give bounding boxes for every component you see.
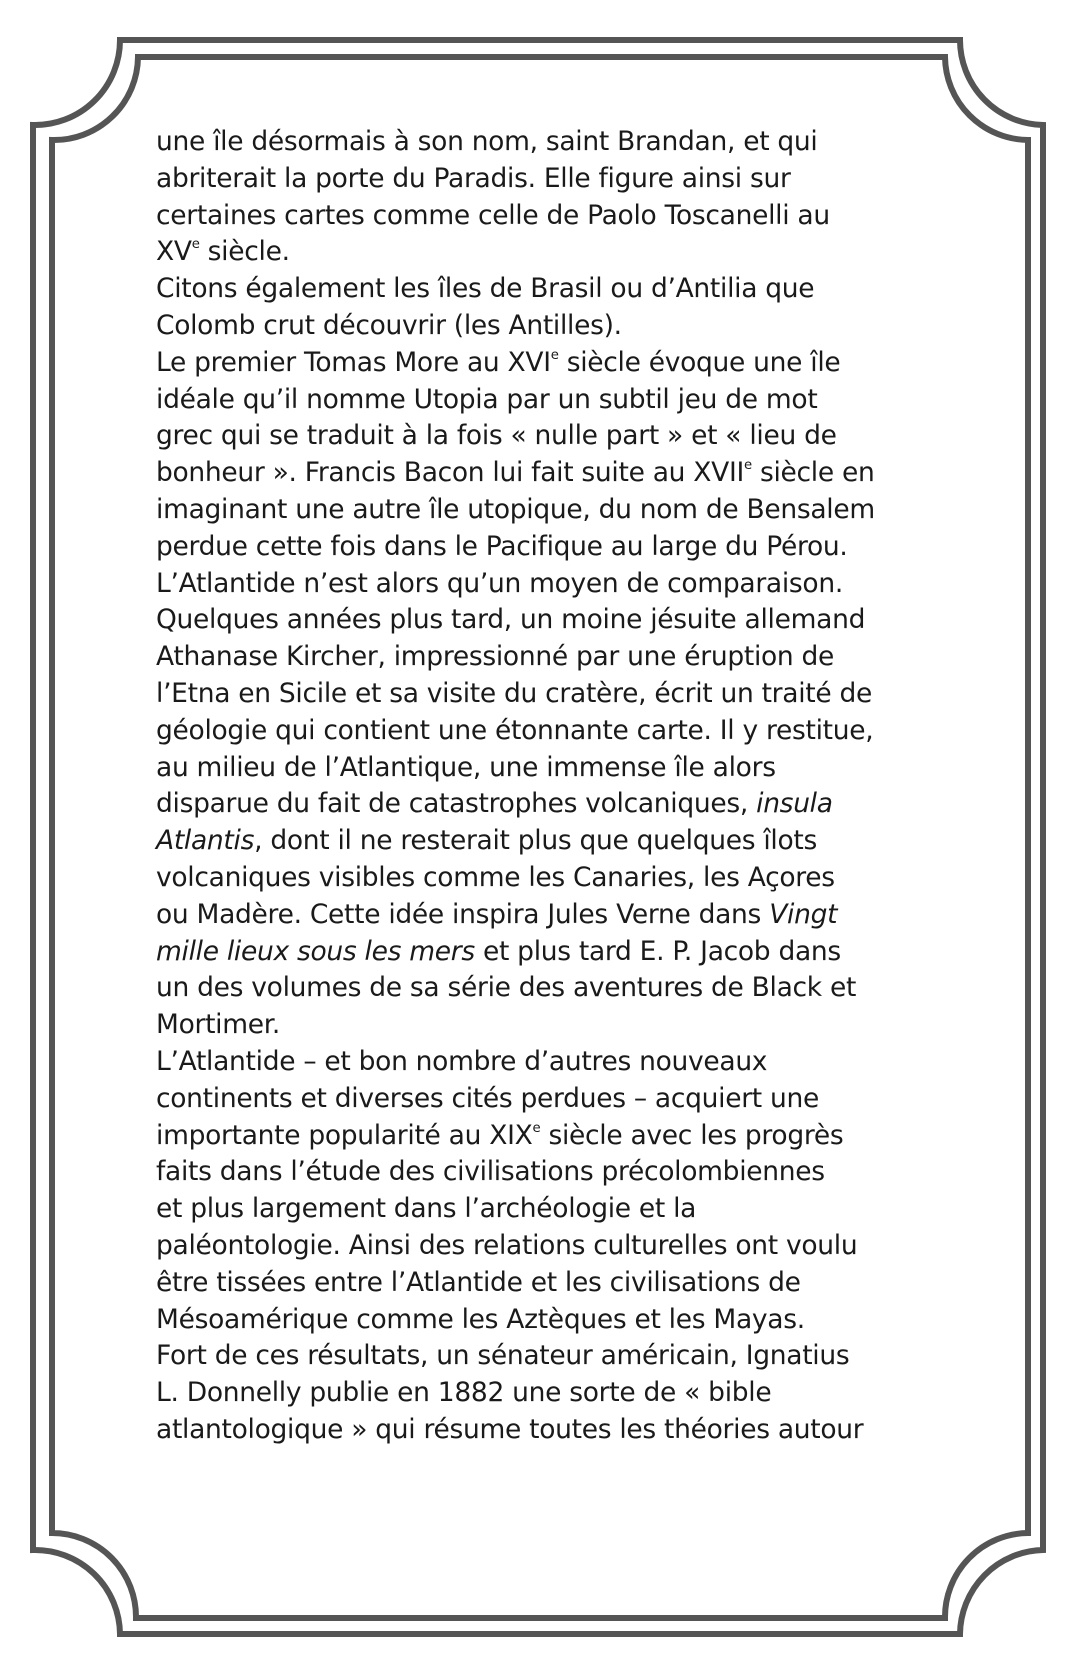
text-line: [156, 1265, 936, 1302]
text-line: [156, 1412, 936, 1449]
text-segment: continents et diverses cités perdues – acquiert une: [156, 1082, 819, 1114]
text-line: [156, 1228, 936, 1265]
text-segment: Citons également les îles de Brasil ou d’Antilia que: [156, 273, 815, 305]
text-segment: bonheur ». Francis Bacon lui fait suite au XVII: [156, 457, 744, 489]
text-line: [156, 1302, 936, 1339]
text-line: [156, 713, 936, 750]
text-segment: être tissées entre l’Atlantide et les civilisations de: [156, 1266, 801, 1298]
text-segment: siècle en: [751, 457, 875, 489]
text-segment: , dont il ne resterait plus que quelques îlots: [254, 825, 817, 857]
text-segment: disparue du fait de catastrophes volcaniques,: [156, 788, 757, 820]
text-line: [156, 639, 936, 676]
text-segment: XV: [156, 236, 192, 268]
text-line: [156, 897, 936, 934]
text-line: [156, 418, 936, 455]
text-line: [156, 198, 936, 235]
text-segment: Fort de ces résultats, un sénateur américain, Ignatius: [156, 1340, 850, 1372]
text-segment: grec qui se traduit à la fois « nulle part » et « lieu de: [156, 420, 837, 452]
italic-text: insula: [756, 788, 833, 820]
text-segment: siècle avec les progrès: [540, 1119, 844, 1151]
text-line: [156, 1118, 936, 1155]
text-segment: perdue cette fois dans le Pacifique au large du Pérou.: [156, 530, 848, 562]
text-line: [156, 1081, 936, 1118]
text-line: [156, 860, 936, 897]
text-segment: Mésoamérique comme les Aztèques et les Mayas.: [156, 1303, 805, 1335]
text-segment: L. Donnelly publie en 1882 une sorte de « bible: [156, 1377, 772, 1409]
text-line: [156, 455, 936, 492]
text-line: [156, 1191, 936, 1228]
text-segment: Le premier Tomas More au XVI: [156, 346, 551, 378]
text-segment: abriterait la porte du Paradis. Elle figure ainsi sur: [156, 162, 791, 194]
text-line: [156, 1338, 936, 1375]
text-segment: L’Atlantide n’est alors qu’un moyen de comparaison.: [156, 567, 843, 599]
text-line: [156, 566, 936, 603]
text-segment: Colomb crut découvrir (les Antilles).: [156, 309, 622, 341]
text-line: [156, 602, 936, 639]
text-segment: faits dans l’étude des civilisations précolombiennes: [156, 1156, 825, 1188]
text-segment: imaginant une autre île utopique, du nom de Bensalem: [156, 493, 875, 525]
text-line: [156, 750, 936, 787]
text-segment: Athanase Kircher, impressionné par une éruption de: [156, 641, 835, 673]
text-segment: volcaniques visibles comme les Canaries, les Açores: [156, 861, 835, 893]
text-line: [156, 529, 936, 566]
text-line: [156, 382, 936, 419]
text-segment: et plus largement dans l’archéologie et la: [156, 1193, 697, 1225]
superscript: e: [550, 347, 559, 363]
text-segment: Mortimer.: [156, 1009, 281, 1041]
text-segment: paléontologie. Ainsi des relations culturelles ont voulu: [156, 1229, 858, 1261]
superscript: e: [191, 237, 200, 253]
text-segment: siècle évoque une île: [558, 346, 841, 378]
superscript: e: [532, 1120, 541, 1136]
text-line: [156, 234, 936, 271]
body-text: [156, 124, 936, 1449]
text-segment: ou Madère. Cette idée inspira Jules Verne dans: [156, 898, 770, 930]
text-line: [156, 1007, 936, 1044]
text-segment: Quelques années plus tard, un moine jésuite allemand: [156, 604, 866, 636]
italic-text: Atlantis: [156, 825, 255, 857]
text-line: [156, 970, 936, 1007]
text-line: [156, 934, 936, 971]
text-line: [156, 308, 936, 345]
text-line: [156, 161, 936, 198]
text-segment: et plus tard E. P. Jacob dans: [474, 935, 841, 967]
text-segment: un des volumes de sa série des aventures de Black et: [156, 972, 857, 1004]
text-segment: géologie qui contient une étonnante carte. Il y restitue,: [156, 714, 874, 746]
text-segment: une île désormais à son nom, saint Brandan, et qui: [156, 126, 818, 157]
text-segment: au milieu de l’Atlantique, une immense île alors: [156, 751, 776, 783]
text-line: [156, 124, 936, 161]
text-line: [156, 345, 936, 382]
text-segment: importante popularité au XIX: [156, 1119, 533, 1151]
text-segment: siècle.: [199, 236, 290, 268]
text-line: [156, 676, 936, 713]
italic-text: mille lieux sous les mers: [156, 935, 475, 967]
text-segment: atlantologique » qui résume toutes les théories autour: [156, 1413, 864, 1445]
superscript: e: [743, 458, 752, 474]
text-line: [156, 1044, 936, 1081]
text-line: [156, 1375, 936, 1412]
text-line: [156, 823, 936, 860]
italic-text: Vingt: [769, 898, 838, 930]
text-segment: l’Etna en Sicile et sa visite du cratère, écrit un traité de: [156, 677, 873, 709]
text-segment: certaines cartes comme celle de Paolo Toscanelli au: [156, 199, 830, 231]
text-line: [156, 1154, 936, 1191]
text-line: [156, 271, 936, 308]
text-line: [156, 786, 936, 823]
text-line: [156, 492, 936, 529]
text-segment: L’Atlantide – et bon nombre d’autres nouveaux: [156, 1045, 768, 1077]
text-segment: idéale qu’il nomme Utopia par un subtil jeu de mot: [156, 383, 818, 415]
